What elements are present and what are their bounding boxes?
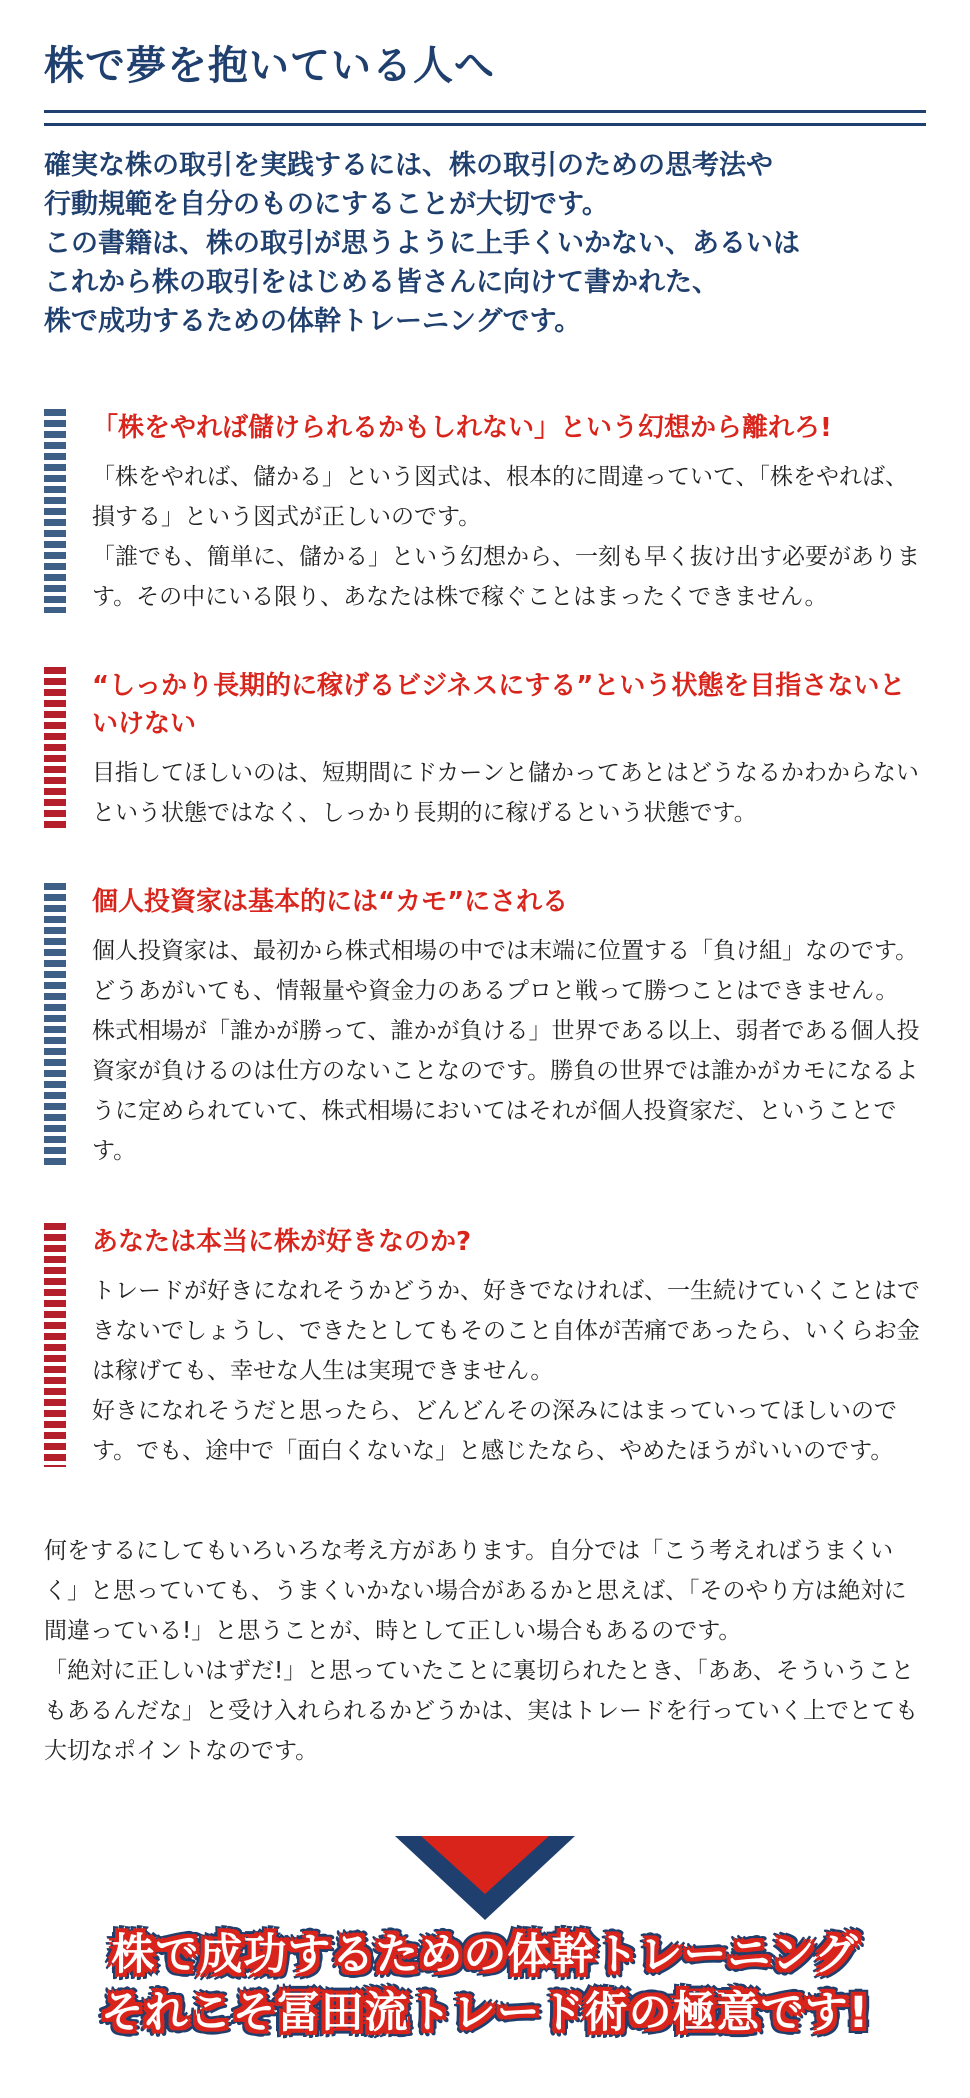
down-arrow-icon [395,1836,575,1920]
section-stripe [44,883,66,1167]
banner-line: 株で成功するための体幹トレーニング [111,1930,859,1980]
section-paragraph: 「誰でも、簡単に、儲かる」という幻想から、一刻も早く抜け出す必要があります。その中にいる限り、あなたは株で稼ぐことはまったくできません。 [92,544,920,610]
section-love-stocks [44,1223,926,1471]
section-body [92,931,926,1171]
page-title: 株で夢を抱いている人へ [44,43,495,89]
section-body [92,457,926,617]
page-content [44,0,926,1771]
section-paragraph: 目指してほしいのは、短期間にドカーンと儲かってあとはどうなるかわからないという状態ではなく、しっかり長期的に稼げるという状態です。 [92,760,919,826]
section-stripe [44,409,66,613]
section-stripe [44,667,66,829]
closing-paragraph: 「絶対に正しいはずだ!」と思っていたことに裏切られたとき、「ああ、そういうこともあるんだな」と受け入れられるかどうかは、実はトレードを行っていく上でとても大切なポイントなのです。 [44,1658,918,1764]
intro-line: これから株の取引をはじめる皆さんに向けて書かれた、 [44,267,719,298]
section-individual-investor [44,883,926,1171]
section-paragraph: 個人投資家は、最初から株式相場の中では末端に位置する「負け組」なのです。どうあがいても、情報量や資金力のあるプロと戦って勝つことはできません。 [92,938,919,1004]
section-heading: “しっかり長期的に稼げるビジネスにする”という状態を目指さないといけない [92,671,906,739]
intro-line: 行動規範を自分のものにすることが大切です。 [44,189,609,220]
closing-paragraph: 何をするにしてもいろいろな考え方があります。自分では「こう考えればうまくいく」と思っていても、うまくいかない場合があるかと思えば、「そのやり方は絶対に間違っている!」と思うことが、時として正しい場合もあるのです。 [44,1538,907,1644]
section-heading: 個人投資家は基本的には“カモ”にされる [92,887,569,917]
section-paragraph: 株式相場が「誰かが勝って、誰かが負ける」世界である以上、弱者である個人投資家が負けるのは仕方のないことなのです。勝負の世界では誰かがカモになるように定められていて、株式相場においてはそれが個人投資家だ、ということです。 [92,1018,920,1164]
section-paragraph: 「株をやれば、儲かる」という図式は、根本的に間違っていて、「株をやれば、損する」という図式が正しいのです。 [92,464,909,530]
intro-line: この書籍は、株の取引が思うように上手くいかない、あるいは [44,228,800,259]
section-long-term [44,667,926,833]
section-body [92,1271,926,1471]
intro-text [44,146,926,341]
section-stripe [44,1223,66,1467]
section-body [92,753,926,833]
section-paragraph: 好きになれそうだと思ったら、どんどんその深みにはまっていってほしいのです。でも、途中で「面白くないな」と感じたなら、やめたほうがいいのです。 [92,1398,897,1464]
section-heading: あなたは本当に株が好きなのか? [92,1227,472,1257]
intro-line: 株で成功するための体幹トレーニングです。 [44,306,582,337]
intro-line: 確実な株の取引を実践するには、株の取引のための思考法や [44,150,773,181]
section-heading: 「株をやれば儲けられるかもしれない」という幻想から離れろ! [92,413,832,443]
closing-text [44,1531,926,1771]
title-rule [44,110,926,126]
section-illusion [44,409,926,617]
section-paragraph: トレードが好きになれそうかどうか、好きでなければ、一生続けていくことはできないでしょうし、できたとしてもそのこと自体が苦痛であったら、いくらお金は稼げても、幸せな人生は実現できません。 [92,1278,920,1384]
closing-banner [0,1926,970,2042]
banner-line: それこそ冨田流トレード術の極意です! [100,1988,870,2038]
